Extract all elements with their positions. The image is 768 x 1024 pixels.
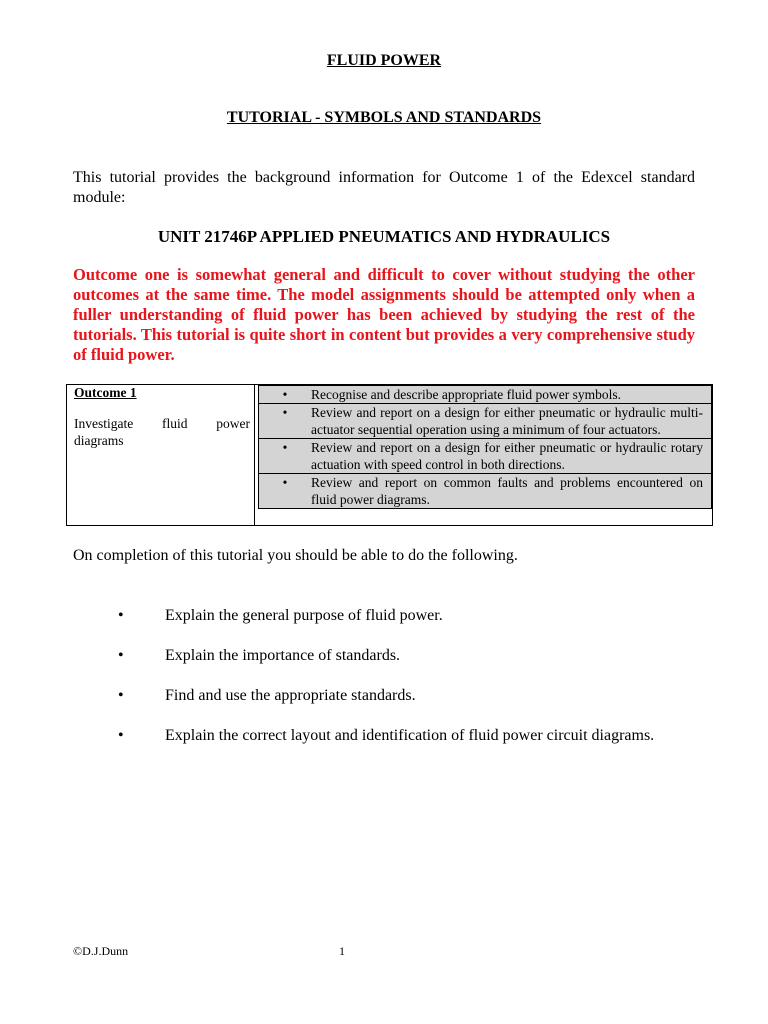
bullet-icon: •: [282, 440, 288, 455]
footer-copyright: ©D.J.Dunn: [73, 944, 129, 958]
list-item: [73, 646, 695, 666]
bullet-icon: •: [282, 387, 288, 402]
bullet-icon: •: [118, 727, 124, 744]
document-subtitle: TUTORIAL - SYMBOLS AND STANDARDS: [226, 109, 542, 126]
bullet-icon: •: [282, 475, 288, 490]
list-item: [73, 726, 695, 746]
outcome-criterion: [258, 404, 712, 439]
footer-page-number: 1: [339, 944, 345, 958]
objectives-list: [73, 606, 695, 766]
objective-text: Find and use the appropriate standards.: [165, 687, 416, 704]
list-item: [73, 686, 695, 706]
objective-text: Explain the importance of standards.: [165, 647, 401, 664]
intro-paragraph: This tutorial provides the background information for Outcome 1 of the Edexcel standard module:: [73, 169, 695, 206]
criterion-text: Recognise and describe appropriate fluid power symbols.: [311, 387, 622, 402]
bullet-icon: •: [282, 405, 288, 420]
warning-paragraph: Outcome one is somewhat general and difficult to cover without studying the other outcomes at the same time. The model assignments should be attempted only when a fuller understanding of fluid power has been achieved by studying the rest of the tutorials. This tutorial is quite short in content but provides a very comprehensive study of fluid power.: [73, 265, 695, 364]
criterion-text: Review and report on a design for either pneumatic or hydraulic multi-actuator sequential operation using a minimum of four actuators.: [311, 405, 703, 437]
list-item: [73, 606, 695, 626]
outcome-right-cell: [255, 385, 713, 526]
objective-text: Explain the general purpose of fluid power.: [165, 607, 443, 624]
bullet-icon: •: [118, 687, 124, 704]
bullet-icon: •: [118, 607, 124, 624]
document-title: FLUID POWER: [326, 52, 442, 69]
outcome-description: Investigate fluid power diagrams: [74, 416, 250, 448]
objective-text: Explain the correct layout and identification of fluid power circuit diagrams.: [165, 727, 655, 744]
bullet-icon: •: [118, 647, 124, 664]
outcome-criterion: [258, 439, 712, 474]
outcome-criterion: [258, 385, 712, 404]
outcome-table: [66, 384, 713, 526]
outcome-left-cell: [67, 385, 255, 526]
unit-heading: UNIT 21746P APPLIED PNEUMATICS AND HYDRAULICS: [157, 227, 611, 246]
criterion-text: Review and report on common faults and problems encountered on fluid power diagrams.: [311, 475, 703, 507]
completion-statement: On completion of this tutorial you should be able to do the following.: [73, 547, 518, 564]
outcome-heading: Outcome 1: [74, 385, 137, 400]
outcome-criterion: [258, 474, 712, 509]
criterion-text: Review and report on a design for either pneumatic or hydraulic rotary actuation with speed control in both directions.: [311, 440, 703, 472]
